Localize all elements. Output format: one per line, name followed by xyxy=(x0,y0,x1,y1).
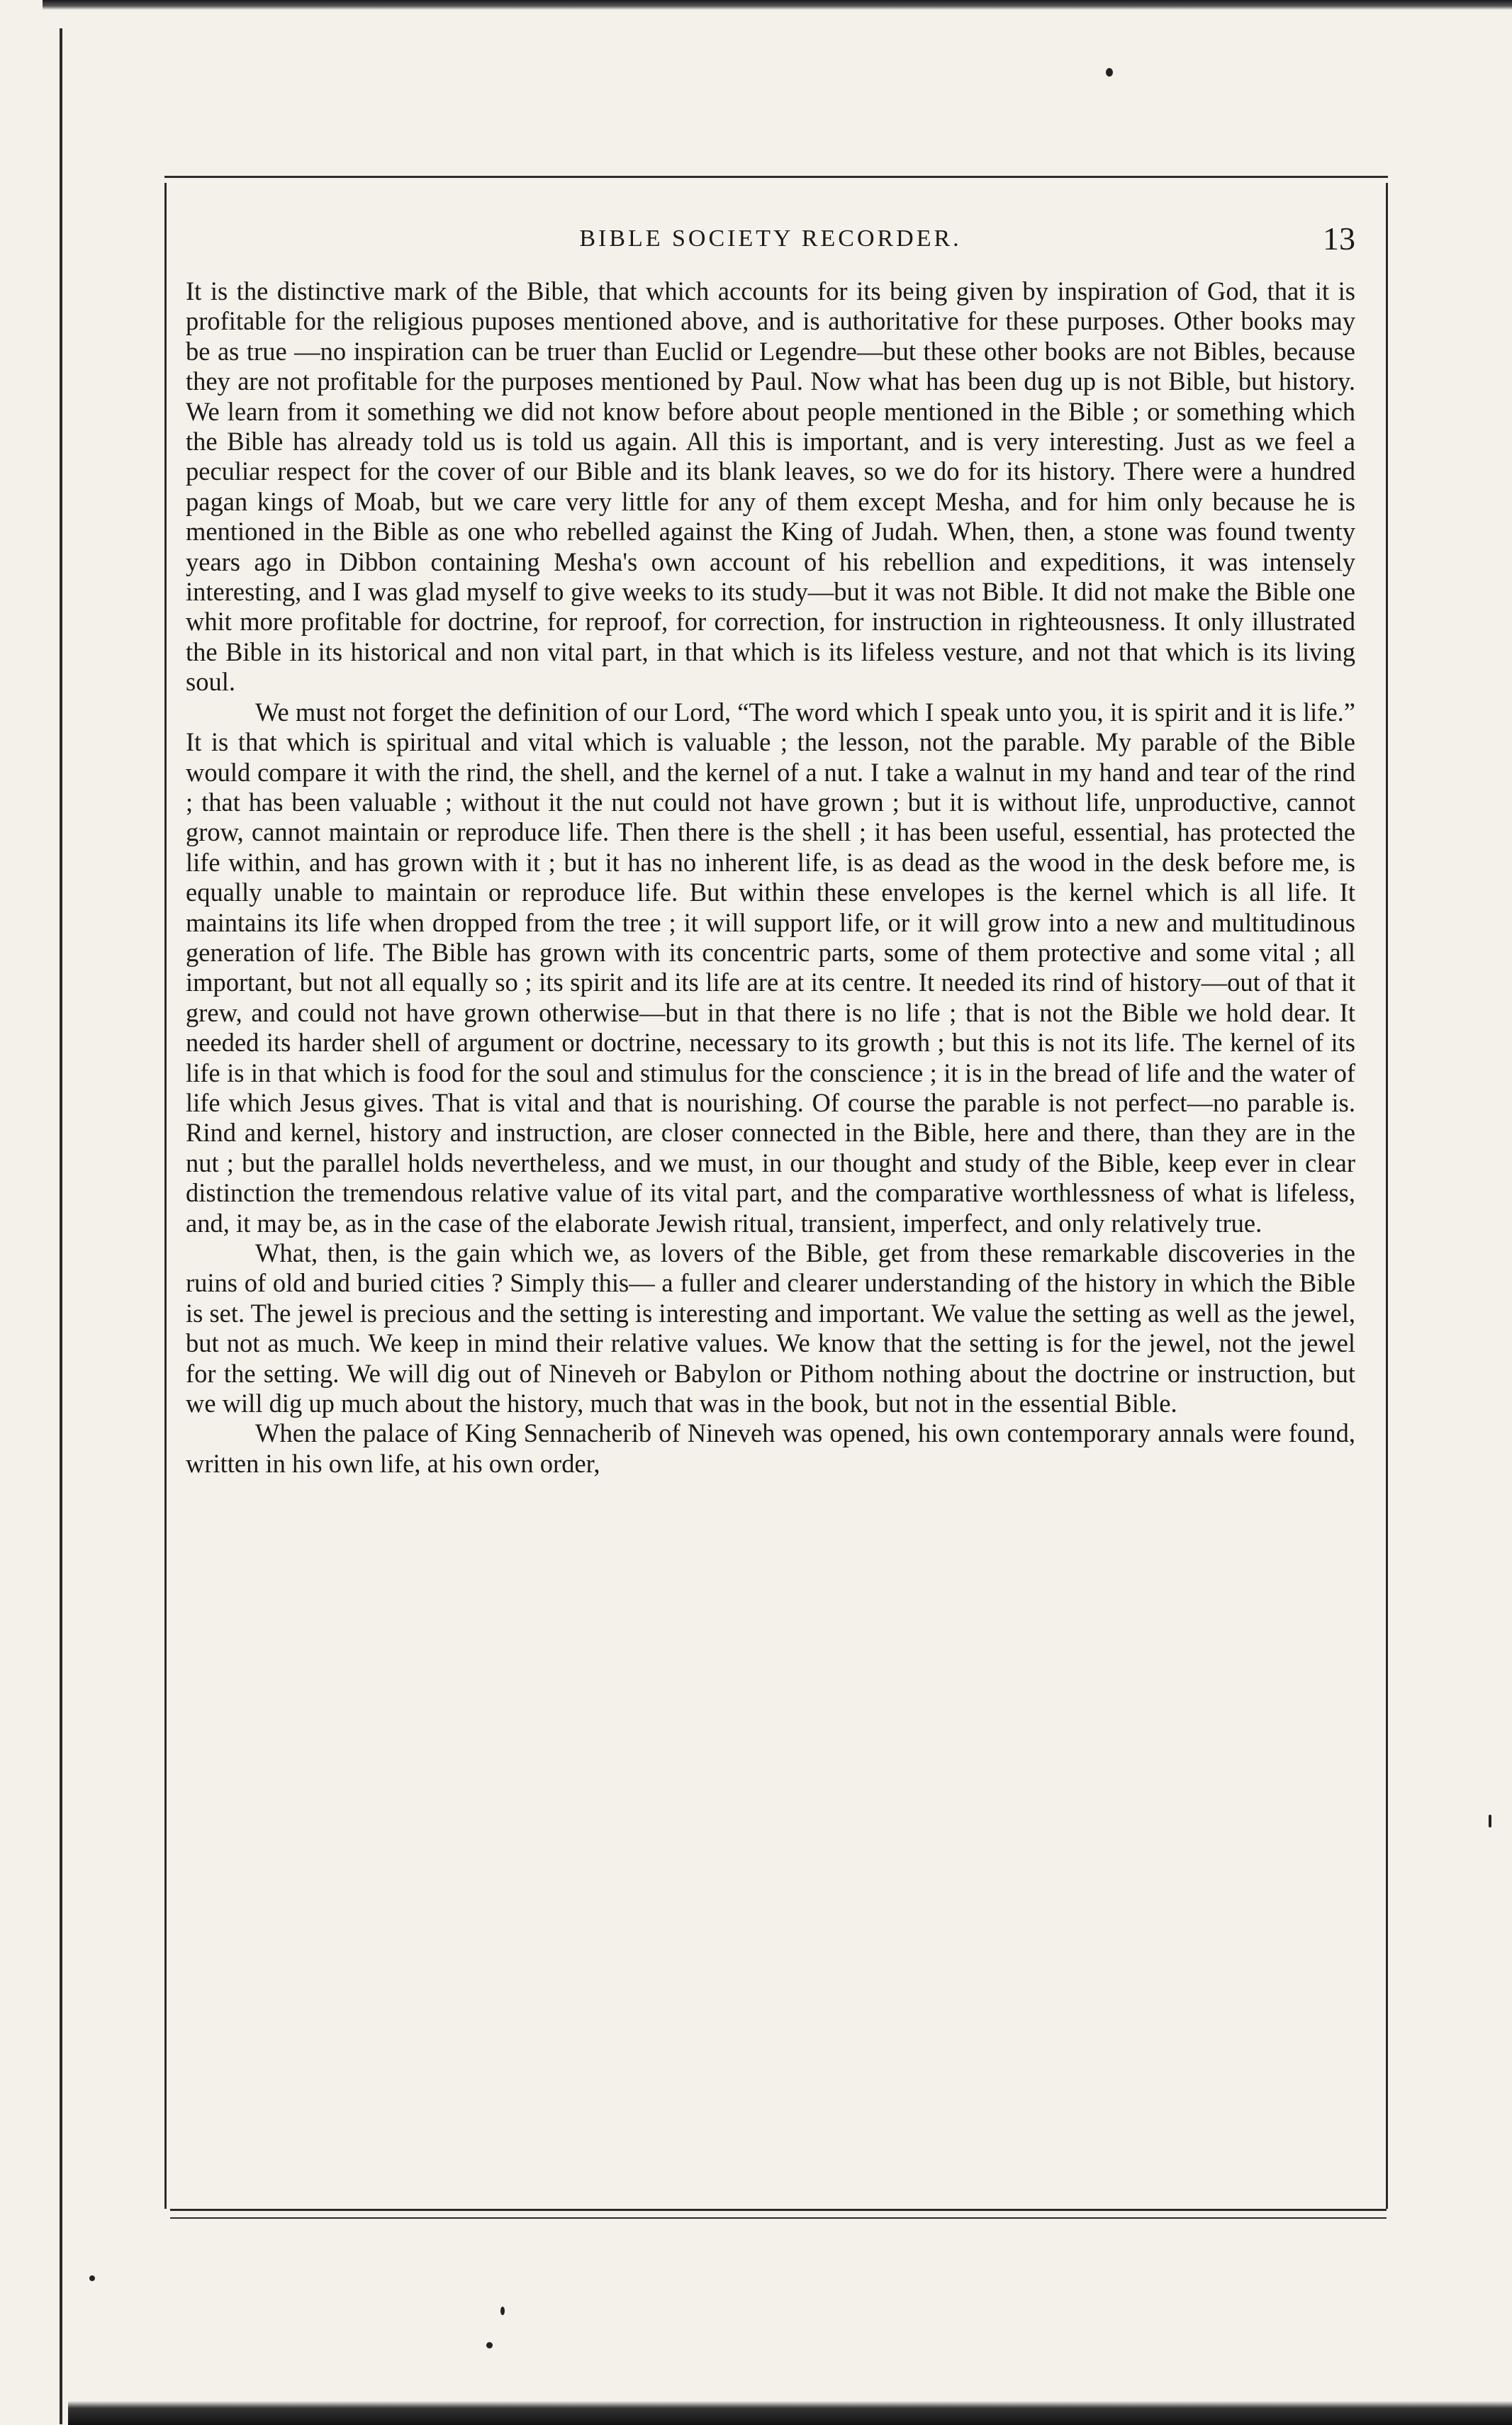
scan-left-edge xyxy=(60,28,62,2424)
page-number: 13 xyxy=(1323,220,1355,257)
scan-speck xyxy=(1106,68,1113,77)
scan-speck xyxy=(486,2342,493,2348)
paragraph-1: It is the distinctive mark of the Bible, that which accounts for its being given by inspiration of God, that it is profitable for the religious puposes mentioned above, and is authoritative for these purposes. Other books may be as true —no inspiration can be truer than Euclid or Legendre—but these other books are not Bibles, because they are not profitable for the purposes mentioned by Paul. Now what has been dug up is not Bible, but history. We learn from it something we did not know before about people mentioned in the Bible ; or something which the Bible has already told us is told us again. All this is important, and is very interesting. Just as we feel a peculiar respect for the cover of our Bible and its blank leaves, so we do for its history. There were a hundred pagan kings of Moab, but we care very little for any of them except Mesha, and for him only because he is mentioned in the Bible as one who rebelled against the King of Judah. When, then, a stone was found twenty years ago in Dibbon containing Mesha's own account of his rebellion and expeditions, it was intensely interesting, and I was glad myself to give weeks to its study—but it was not Bible. It did not make the Bible one whit more profitable for doctrine, for reproof, for correction, for instruction in righteousness. It only illustrated the Bible in its historical and non vital part, in that which is its lifeless vesture, and not that which is its living soul. xyxy=(186,276,1355,697)
scan-speck xyxy=(500,2307,505,2315)
paragraph-2: We must not forget the definition of our Lord, “The word which I speak unto you, it is spirit and it is life.” It is that which is spiritual and vital which is valuable ; the lesson, not the parable. My parable of the Bible would compare it with the rind, the shell, and the kernel of a nut. I take a walnut in my hand and tear of the rind ; that has been valuable ; without it the nut could not have grown ; but it is without life, unproductive, cannot grow, cannot maintain or reproduce life. Then there is the shell ; it has been useful, essential, has protected the life within, and has grown with it ; but it has no inherent life, is as dead as the wood in the desk before me, is equally unable to maintain or reproduce life. But within these envelopes is the kernel which is all life. It maintains its life when dropped from the tree ; it will support life, or it will grow into a new and multitudinous generation of life. The Bible has grown with its concentric parts, some of them protective and some vital ; all important, but not all equally so ; its spirit and its life are at its centre. It needed its rind of history—out of that it grew, and could not have grown otherwise—but in that there is no life ; that is not the Bible we hold dear. It needed its harder shell of argument or doctrine, necessary to its growth ; but this is not its life. The kernel of its life is in that which is food for the soul and stimulus for the conscience ; it is in the bread of life and the water of life which Jesus gives. That is vital and that is nourishing. Of course the parable is not perfect—no parable is. Rind and kernel, history and instruction, are closer connected in the Bible, here and there, than they are in the nut ; but the parallel holds nevertheless, and we must, in our thought and study of the Bible, keep ever in clear distinction the tremendous relative value of its vital part, and the comparative worthlessness of what is lifeless, and, it may be, as in the case of the elaborate Jewish ritual, transient, imperfect, and only relatively true. xyxy=(186,697,1355,1238)
top-border-rule xyxy=(164,176,1388,178)
bottom-border-rule-double xyxy=(170,2217,1387,2219)
scan-speck xyxy=(1489,1815,1491,1827)
paragraph-4: When the palace of King Sennacherib of Nineveh was opened, his own contemporary annals were found, written in his own life, at his own order, xyxy=(186,1418,1355,1478)
paragraph-3: What, then, is the gain which we, as lovers of the Bible, get from these remarkable discoveries in the ruins of old and buried cities ? Simply this— a fuller and clearer understanding of the history in which the Bible is set. The jewel is precious and the setting is interesting and important. We value the setting as well as the jewel, but not as much. We keep in mind their relative values. We know that the setting is for the jewel, not the jewel for the setting. We will dig out of Nineveh or Babylon or Pithom nothing about the doctrine or instruction, but we will dig up much about the history, much that was in the book, but not in the essential Bible. xyxy=(186,1238,1355,1418)
bottom-border-rule xyxy=(170,2209,1387,2211)
page-header xyxy=(186,220,1355,268)
scan-speck xyxy=(89,2275,95,2281)
body-text xyxy=(186,276,1355,1479)
running-head: BIBLE SOCIETY RECORDER. xyxy=(579,225,962,252)
scan-top-edge xyxy=(43,0,1512,10)
scan-bottom-edge xyxy=(68,2401,1512,2425)
